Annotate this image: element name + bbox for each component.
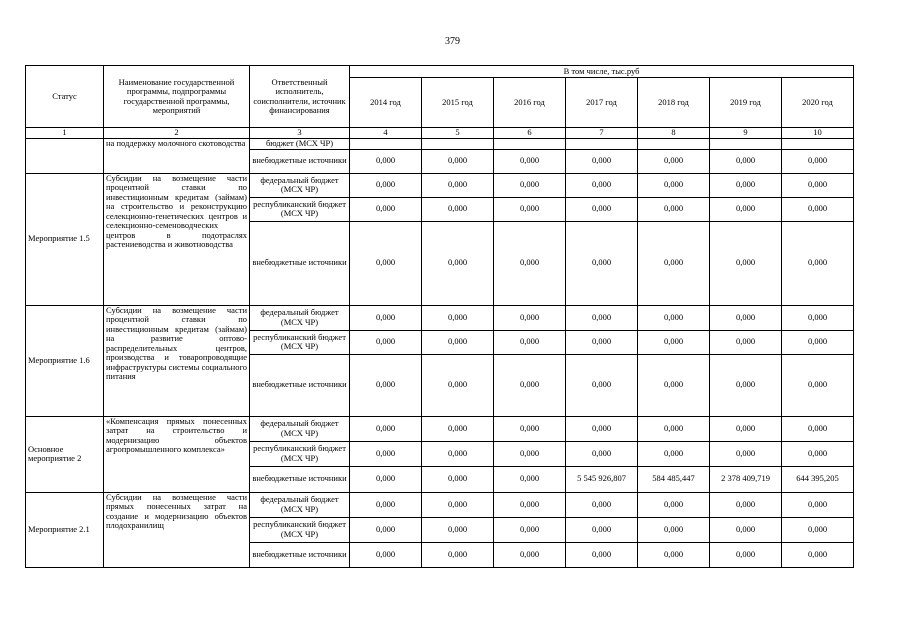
value-cell: 584 485,447 [638, 466, 710, 492]
value-cell: 0,000 [494, 173, 566, 197]
source-cell: внебюджетные источники [250, 354, 350, 416]
value-cell: 0,000 [350, 197, 422, 221]
column-number: 2 [104, 128, 250, 139]
header-name: Наименование государственной программы, подпрограммы государственной программы, мероприятий [104, 66, 250, 128]
value-cell: 0,000 [566, 441, 638, 466]
header-responsible: Ответственный исполнитель, соисполнители, источник финансирования [250, 66, 350, 128]
value-cell: 0,000 [494, 542, 566, 567]
value-cell: 0,000 [350, 517, 422, 542]
column-number: 1 [26, 128, 104, 139]
header-year: 2015 год [422, 78, 494, 128]
value-cell: 0,000 [638, 149, 710, 173]
value-cell: 0,000 [350, 542, 422, 567]
value-cell: 0,000 [350, 492, 422, 517]
header-status: Статус [26, 66, 104, 128]
value-cell: 0,000 [494, 330, 566, 354]
budget-table [25, 65, 854, 568]
column-number: 8 [638, 128, 710, 139]
description-cell: Субсидии на возмещение части прямых понесенных затрат на создание и модернизацию объектов плодохранилищ [104, 492, 250, 567]
value-cell: 2 378 409,719 [710, 466, 782, 492]
value-cell: 0,000 [494, 416, 566, 441]
column-number: 4 [350, 128, 422, 139]
source-cell: внебюджетные источники [250, 149, 350, 173]
value-cell: 0,000 [710, 492, 782, 517]
value-cell: 0,000 [782, 416, 854, 441]
value-cell: 0,000 [782, 173, 854, 197]
description-cell: на поддержку молочного скотоводства [104, 138, 250, 173]
source-cell: федеральный бюджет (МСХ ЧР) [250, 416, 350, 441]
value-cell: 0,000 [782, 517, 854, 542]
column-number: 3 [250, 128, 350, 139]
value-cell: 0,000 [422, 354, 494, 416]
value-cell: 0,000 [494, 492, 566, 517]
value-cell: 0,000 [350, 221, 422, 305]
value-cell: 0,000 [566, 517, 638, 542]
value-cell: 0,000 [710, 416, 782, 441]
table-row [26, 173, 854, 197]
value-cell: 0,000 [422, 149, 494, 173]
value-cell: 0,000 [422, 416, 494, 441]
value-cell: 0,000 [710, 354, 782, 416]
value-cell: 0,000 [710, 542, 782, 567]
value-cell: 0,000 [566, 149, 638, 173]
value-cell: 0,000 [350, 416, 422, 441]
column-number: 5 [422, 128, 494, 139]
value-cell: 0,000 [710, 197, 782, 221]
value-cell [494, 138, 566, 149]
table-row [26, 416, 854, 441]
value-cell: 0,000 [638, 173, 710, 197]
source-cell: республиканский бюджет (МСХ ЧР) [250, 330, 350, 354]
value-cell: 0,000 [422, 305, 494, 330]
value-cell: 0,000 [422, 517, 494, 542]
table-row [26, 492, 854, 517]
value-cell: 0,000 [566, 542, 638, 567]
value-cell: 0,000 [782, 354, 854, 416]
value-cell: 0,000 [566, 492, 638, 517]
status-cell: Основное мероприятие 2 [26, 416, 104, 492]
value-cell: 0,000 [782, 197, 854, 221]
value-cell: 0,000 [638, 542, 710, 567]
description-cell: Субсидии на возмещение части процентной ставки по инвестиционным кредитам (займам) на строительство и реконструкцию селекционно-генетических центров и селекционно-семеноводческих центров в подотраслях растениеводства и животноводства [104, 173, 250, 305]
page-number: 379 [445, 36, 460, 47]
value-cell: 0,000 [782, 305, 854, 330]
header-funding-group: В том числе, тыс.руб [350, 66, 854, 78]
value-cell: 0,000 [638, 441, 710, 466]
header-year: 2018 год [638, 78, 710, 128]
header-year: 2014 год [350, 78, 422, 128]
value-cell: 0,000 [422, 221, 494, 305]
value-cell: 0,000 [494, 305, 566, 330]
value-cell: 0,000 [710, 305, 782, 330]
value-cell: 0,000 [350, 441, 422, 466]
value-cell [710, 138, 782, 149]
value-cell: 0,000 [350, 466, 422, 492]
value-cell: 5 545 926,807 [566, 466, 638, 492]
value-cell: 0,000 [494, 149, 566, 173]
value-cell: 0,000 [638, 221, 710, 305]
source-cell: бюджет (МСХ ЧР) [250, 138, 350, 149]
value-cell: 0,000 [710, 330, 782, 354]
value-cell: 0,000 [710, 441, 782, 466]
source-cell: внебюджетные источники [250, 221, 350, 305]
status-cell: Мероприятие 2.1 [26, 492, 104, 567]
header-year: 2016 год [494, 78, 566, 128]
value-cell: 0,000 [782, 221, 854, 305]
value-cell: 0,000 [350, 173, 422, 197]
value-cell: 0,000 [782, 441, 854, 466]
description-cell: Субсидии на возмещение части процентной ставки по инвестиционным кредитам (займам) на развитие оптово-распределительных центров, производства и товаропроводящие инфраструктуры системы социального питания [104, 305, 250, 416]
status-cell: Мероприятие 1.6 [26, 305, 104, 416]
value-cell: 0,000 [782, 149, 854, 173]
value-cell: 0,000 [422, 197, 494, 221]
value-cell: 0,000 [422, 466, 494, 492]
value-cell: 0,000 [566, 354, 638, 416]
column-number: 10 [782, 128, 854, 139]
value-cell: 0,000 [638, 517, 710, 542]
value-cell: 0,000 [566, 173, 638, 197]
table-row [26, 138, 854, 149]
value-cell: 0,000 [710, 173, 782, 197]
status-cell [26, 138, 104, 173]
table-row [26, 305, 854, 330]
value-cell: 0,000 [494, 517, 566, 542]
source-cell: внебюджетные источники [250, 542, 350, 567]
value-cell: 0,000 [782, 542, 854, 567]
value-cell: 0,000 [494, 221, 566, 305]
value-cell [638, 138, 710, 149]
value-cell: 0,000 [638, 492, 710, 517]
value-cell: 0,000 [422, 173, 494, 197]
value-cell: 0,000 [710, 221, 782, 305]
value-cell: 0,000 [638, 305, 710, 330]
value-cell: 0,000 [566, 330, 638, 354]
value-cell [782, 138, 854, 149]
source-cell: внебюджетные источники [250, 466, 350, 492]
value-cell: 0,000 [422, 542, 494, 567]
value-cell: 0,000 [422, 441, 494, 466]
source-cell: федеральный бюджет (МСХ ЧР) [250, 492, 350, 517]
value-cell: 0,000 [566, 416, 638, 441]
description-cell: «Компенсация прямых понесенных затрат на строительство и модернизацию объектов агропромышленного комплекса» [104, 416, 250, 492]
value-cell: 0,000 [638, 416, 710, 441]
value-cell: 0,000 [422, 330, 494, 354]
header-year: 2019 год [710, 78, 782, 128]
value-cell: 0,000 [494, 466, 566, 492]
value-cell: 0,000 [710, 517, 782, 542]
header-year: 2017 год [566, 78, 638, 128]
value-cell: 0,000 [350, 149, 422, 173]
header-year: 2020 год [782, 78, 854, 128]
value-cell: 0,000 [638, 197, 710, 221]
value-cell: 0,000 [494, 197, 566, 221]
value-cell: 0,000 [422, 492, 494, 517]
value-cell: 0,000 [782, 492, 854, 517]
value-cell: 0,000 [710, 149, 782, 173]
value-cell: 0,000 [494, 354, 566, 416]
status-cell: Мероприятие 1.5 [26, 173, 104, 305]
value-cell: 0,000 [350, 354, 422, 416]
column-number: 7 [566, 128, 638, 139]
source-cell: федеральный бюджет (МСХ ЧР) [250, 173, 350, 197]
source-cell: республиканский бюджет (МСХ ЧР) [250, 441, 350, 466]
value-cell: 0,000 [638, 330, 710, 354]
value-cell: 0,000 [494, 441, 566, 466]
value-cell: 0,000 [566, 221, 638, 305]
value-cell: 0,000 [566, 305, 638, 330]
value-cell: 644 395,205 [782, 466, 854, 492]
value-cell: 0,000 [782, 330, 854, 354]
column-number: 9 [710, 128, 782, 139]
value-cell [350, 138, 422, 149]
column-number: 6 [494, 128, 566, 139]
source-cell: республиканский бюджет (МСХ ЧР) [250, 197, 350, 221]
value-cell: 0,000 [638, 354, 710, 416]
value-cell [566, 138, 638, 149]
value-cell [422, 138, 494, 149]
source-cell: федеральный бюджет (МСХ ЧР) [250, 305, 350, 330]
value-cell: 0,000 [566, 197, 638, 221]
source-cell: республиканский бюджет (МСХ ЧР) [250, 517, 350, 542]
value-cell: 0,000 [350, 305, 422, 330]
value-cell: 0,000 [350, 330, 422, 354]
